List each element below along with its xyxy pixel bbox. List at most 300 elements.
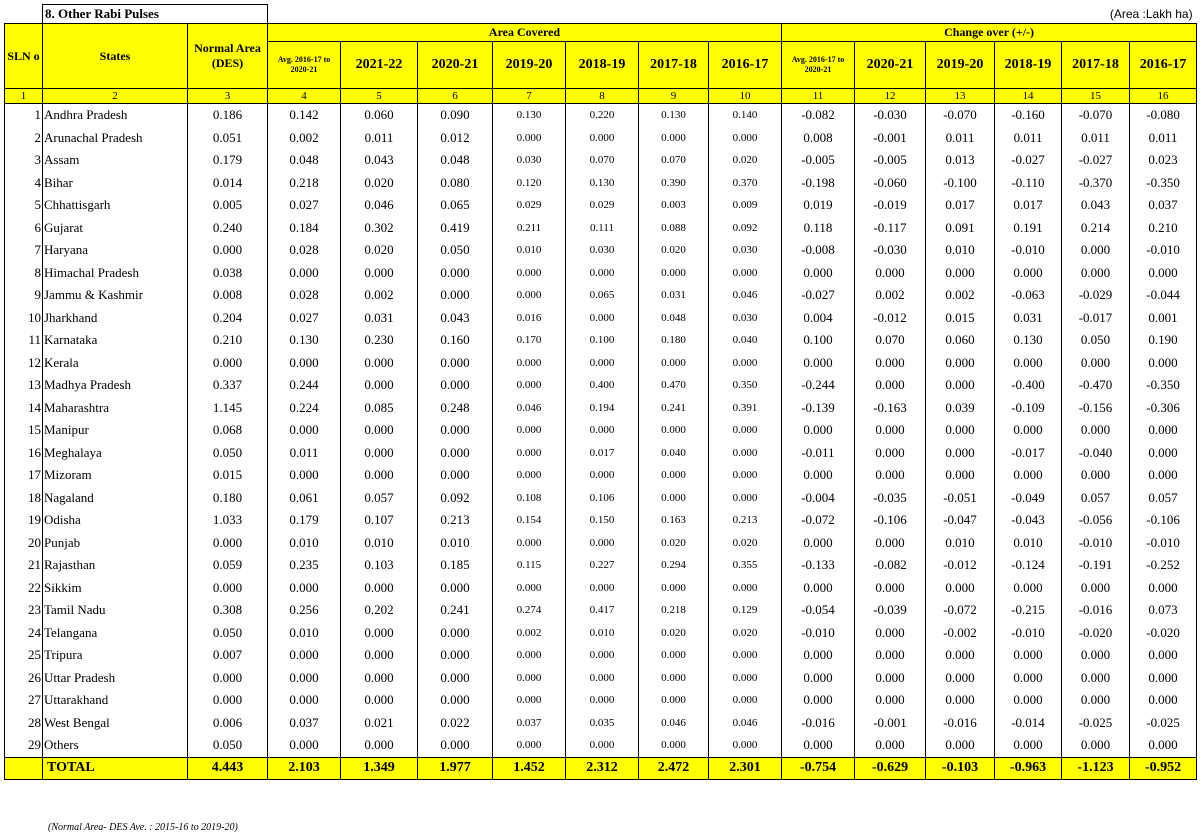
header-states: States [43,24,188,89]
row-value: 0.043 [418,307,493,330]
header-change-1: 2020-21 [855,42,926,89]
table-row [5,599,1197,622]
row-value: 0.020 [639,622,709,645]
row-value: 0.244 [268,374,341,397]
row-value: 0.000 [566,464,639,487]
row-value: 0.000 [782,734,855,757]
row-value: 0.085 [341,397,418,420]
row-value: 0.000 [1130,442,1197,465]
row-value: -0.005 [855,149,926,172]
row-sl-no: 16 [5,442,43,465]
row-value: -0.350 [1130,374,1197,397]
header-sl-no: SLN o [5,24,43,89]
row-value: 0.390 [639,172,709,195]
row-value: 0.391 [709,397,782,420]
row-value: 0.000 [268,419,341,442]
row-state: Maharashtra [43,397,188,420]
row-value: 0.048 [418,149,493,172]
row-value: 0.020 [341,239,418,262]
row-value: 0.000 [855,644,926,667]
row-value: -0.012 [926,554,995,577]
row-value: -0.010 [995,239,1062,262]
row-value: 0.050 [1062,329,1130,352]
row-value: 0.000 [268,577,341,600]
header-change-4: 2017-18 [1062,42,1130,89]
row-value: 0.218 [268,172,341,195]
header-area-0: Avg. 2016-17 to 2020-21 [268,42,341,89]
row-value: 0.190 [1130,329,1197,352]
row-value: 0.000 [855,577,926,600]
row-value: -0.109 [995,397,1062,420]
row-value: 0.020 [709,532,782,555]
row-value: 0.140 [709,104,782,127]
row-value: 0.043 [1062,194,1130,217]
row-sl-no: 10 [5,307,43,330]
table-row [5,397,1197,420]
row-value: 0.002 [268,127,341,150]
row-sl-no: 1 [5,104,43,127]
row-value: 0.017 [926,194,995,217]
row-value: -0.040 [1062,442,1130,465]
table-row [5,734,1197,757]
row-value: 0.010 [995,532,1062,555]
row-value: 0.065 [418,194,493,217]
row-value: -0.025 [1130,712,1197,735]
row-state: West Bengal [43,712,188,735]
col-index: 14 [995,89,1062,104]
row-value: 0.355 [709,554,782,577]
row-value: 0.000 [782,464,855,487]
header-change-0: Avg. 2016-17 to 2020-21 [782,42,855,89]
row-value: 0.057 [1130,487,1197,510]
row-sl-no: 9 [5,284,43,307]
row-value: 0.227 [566,554,639,577]
row-value: 0.008 [782,127,855,150]
row-value: 0.000 [1130,262,1197,285]
row-value: 0.000 [341,667,418,690]
row-sl-no: 11 [5,329,43,352]
row-value: 0.000 [418,262,493,285]
row-value: 0.000 [493,464,566,487]
row-value: 0.000 [926,352,995,375]
row-value: 0.011 [926,127,995,150]
row-value: 0.039 [926,397,995,420]
row-value: 0.470 [639,374,709,397]
rabi-pulses-table [4,4,1197,780]
row-value: 0.000 [493,352,566,375]
row-value: 0.000 [639,262,709,285]
row-value: 0.000 [926,577,995,600]
row-value: 0.111 [566,217,639,240]
row-value: 0.046 [709,284,782,307]
row-value: 0.000 [1062,644,1130,667]
row-value: 0.015 [188,464,268,487]
row-value: 0.294 [639,554,709,577]
row-value: -0.198 [782,172,855,195]
row-value: -0.010 [782,622,855,645]
row-value: 0.241 [639,397,709,420]
table-row [5,149,1197,172]
row-value: 0.000 [926,442,995,465]
row-value: 0.070 [566,149,639,172]
row-value: -0.072 [926,599,995,622]
row-value: 1.033 [188,509,268,532]
col-index: 7 [493,89,566,104]
row-value: 0.000 [926,644,995,667]
row-value: 0.000 [418,689,493,712]
row-value: -0.020 [1062,622,1130,645]
row-sl-no: 25 [5,644,43,667]
row-value: 0.037 [493,712,566,735]
row-value: 0.107 [341,509,418,532]
row-value: 0.000 [188,577,268,600]
col-index: 15 [1062,89,1130,104]
row-value: 0.000 [418,577,493,600]
row-value: 0.170 [493,329,566,352]
row-value: 0.048 [268,149,341,172]
row-value: -0.030 [855,104,926,127]
row-value: 0.000 [1062,667,1130,690]
row-value: 0.061 [268,487,341,510]
row-value: 0.180 [188,487,268,510]
table-row [5,464,1197,487]
row-value: 0.000 [268,352,341,375]
row-value: -0.016 [926,712,995,735]
row-value: -0.004 [782,487,855,510]
row-value: 0.154 [493,509,566,532]
row-value: 0.000 [782,419,855,442]
row-value: 0.002 [926,284,995,307]
row-value: 0.000 [639,644,709,667]
row-state: Assam [43,149,188,172]
row-value: 0.000 [855,262,926,285]
row-value: 0.059 [188,554,268,577]
row-value: -0.029 [1062,284,1130,307]
row-value: -0.010 [995,622,1062,645]
total-sl-cell [5,757,43,779]
row-value: -0.005 [782,149,855,172]
row-value: 0.000 [188,689,268,712]
row-sl-no: 20 [5,532,43,555]
row-value: 0.020 [709,622,782,645]
row-value: 0.230 [341,329,418,352]
row-value: 0.005 [188,194,268,217]
col-index: 2 [43,89,188,104]
row-value: 0.031 [639,284,709,307]
row-sl-no: 18 [5,487,43,510]
row-value: 0.065 [566,284,639,307]
table-row [5,374,1197,397]
row-value: 0.027 [268,194,341,217]
row-value: 0.000 [1062,419,1130,442]
row-value: 0.000 [782,644,855,667]
row-value: -0.039 [855,599,926,622]
row-value: 0.130 [268,329,341,352]
row-value: 0.011 [995,127,1062,150]
row-sl-no: 19 [5,509,43,532]
row-value: -0.110 [995,172,1062,195]
row-value: 0.030 [566,239,639,262]
row-value: 0.000 [709,644,782,667]
row-value: 0.037 [1130,194,1197,217]
row-value: 0.017 [566,442,639,465]
row-state: Tamil Nadu [43,599,188,622]
row-state: Nagaland [43,487,188,510]
row-value: -0.056 [1062,509,1130,532]
row-value: -0.049 [995,487,1062,510]
row-value: 0.118 [782,217,855,240]
row-state: Karnataka [43,329,188,352]
row-value: 0.000 [926,464,995,487]
row-value: -0.163 [855,397,926,420]
row-value: 0.194 [566,397,639,420]
row-value: 0.002 [493,622,566,645]
row-value: 0.080 [418,172,493,195]
row-state: Haryana [43,239,188,262]
row-value: 0.028 [268,284,341,307]
row-value: 0.000 [782,262,855,285]
row-value: 0.000 [1062,734,1130,757]
row-value: 0.000 [995,262,1062,285]
row-value: 0.241 [418,599,493,622]
row-sl-no: 5 [5,194,43,217]
row-value: 0.240 [188,217,268,240]
row-value: 0.000 [418,644,493,667]
row-value: 0.050 [418,239,493,262]
col-index: 6 [418,89,493,104]
total-value: 2.312 [566,757,639,779]
row-value: 0.000 [493,284,566,307]
row-value: 0.000 [1130,644,1197,667]
row-value: 0.419 [418,217,493,240]
row-value: 0.202 [341,599,418,622]
row-value: 0.180 [639,329,709,352]
row-value: 0.000 [926,734,995,757]
row-sl-no: 8 [5,262,43,285]
row-value: 0.029 [566,194,639,217]
row-value: 0.010 [493,239,566,262]
row-value: 0.020 [709,149,782,172]
row-state: Meghalaya [43,442,188,465]
row-state: Telangana [43,622,188,645]
row-value: -0.350 [1130,172,1197,195]
row-value: 0.050 [188,442,268,465]
row-value: 0.000 [268,734,341,757]
row-value: 0.000 [782,577,855,600]
row-value: 0.088 [639,217,709,240]
row-value: 0.000 [709,262,782,285]
row-value: 0.106 [566,487,639,510]
table-row [5,217,1197,240]
table-row [5,352,1197,375]
table-row [5,307,1197,330]
row-value: 0.000 [341,419,418,442]
row-state: Manipur [43,419,188,442]
row-value: -0.070 [926,104,995,127]
row-value: 0.057 [1062,487,1130,510]
row-value: 0.021 [341,712,418,735]
row-value: 0.000 [268,689,341,712]
header-area-3: 2019-20 [493,42,566,89]
row-value: 0.103 [341,554,418,577]
row-value: 0.191 [995,217,1062,240]
row-sl-no: 24 [5,622,43,645]
row-value: 0.184 [268,217,341,240]
row-value: 0.000 [188,667,268,690]
row-sl-no: 21 [5,554,43,577]
row-value: 0.179 [188,149,268,172]
row-sl-no: 14 [5,397,43,420]
row-value: 0.130 [995,329,1062,352]
row-value: -0.014 [995,712,1062,735]
row-value: 0.000 [493,667,566,690]
row-state: Kerala [43,352,188,375]
row-value: 0.000 [341,577,418,600]
row-value: 0.213 [418,509,493,532]
row-value: 0.073 [1130,599,1197,622]
row-value: 0.000 [855,532,926,555]
row-value: -0.252 [1130,554,1197,577]
row-value: 0.092 [709,217,782,240]
row-value: 0.417 [566,599,639,622]
row-value: 0.160 [418,329,493,352]
row-value: -0.063 [995,284,1062,307]
row-value: 0.057 [341,487,418,510]
total-value: -1.123 [1062,757,1130,779]
row-value: 0.000 [418,352,493,375]
row-value: -0.047 [926,509,995,532]
row-value: 0.000 [926,262,995,285]
row-value: 0.000 [995,667,1062,690]
table-row [5,239,1197,262]
row-value: 0.000 [1130,352,1197,375]
total-value: -0.629 [855,757,926,779]
row-value: -0.025 [1062,712,1130,735]
col-index: 5 [341,89,418,104]
row-value: -0.156 [1062,397,1130,420]
total-value: 1.349 [341,757,418,779]
total-value: 1.977 [418,757,493,779]
row-value: 0.000 [341,262,418,285]
row-value: 0.000 [341,464,418,487]
row-value: 0.060 [341,104,418,127]
row-value: 0.016 [493,307,566,330]
row-state: Andhra Pradesh [43,104,188,127]
row-value: -0.010 [1062,532,1130,555]
row-state: Jharkhand [43,307,188,330]
row-value: 0.000 [418,442,493,465]
row-value: 0.043 [341,149,418,172]
row-value: 0.000 [566,644,639,667]
row-value: 0.012 [418,127,493,150]
row-value: 0.002 [341,284,418,307]
table-row [5,622,1197,645]
row-value: 0.000 [188,239,268,262]
header-area-6: 2016-17 [709,42,782,89]
row-sl-no: 13 [5,374,43,397]
row-sl-no: 27 [5,689,43,712]
row-value: 0.000 [639,689,709,712]
row-value: 0.400 [566,374,639,397]
row-value: 0.011 [341,127,418,150]
row-value: 0.000 [926,667,995,690]
report-table-container [4,4,1196,833]
row-value: -0.470 [1062,374,1130,397]
row-value: 0.060 [926,329,995,352]
row-value: 0.218 [639,599,709,622]
row-value: -0.139 [782,397,855,420]
row-value: 0.011 [1062,127,1130,150]
col-index: 10 [709,89,782,104]
row-value: 0.048 [639,307,709,330]
row-value: -0.012 [855,307,926,330]
row-value: 0.000 [188,532,268,555]
row-sl-no: 12 [5,352,43,375]
row-value: -0.400 [995,374,1062,397]
row-value: 0.092 [418,487,493,510]
table-row [5,284,1197,307]
row-value: 0.000 [709,689,782,712]
col-index: 11 [782,89,855,104]
row-value: 0.000 [566,532,639,555]
row-value: 0.224 [268,397,341,420]
table-row [5,104,1197,127]
col-index: 13 [926,89,995,104]
row-value: 0.000 [1062,262,1130,285]
row-value: 0.000 [566,689,639,712]
col-index: 12 [855,89,926,104]
total-value: -0.754 [782,757,855,779]
row-value: -0.035 [855,487,926,510]
row-value: 0.000 [855,442,926,465]
row-value: 0.022 [418,712,493,735]
table-row [5,689,1197,712]
row-value: -0.082 [855,554,926,577]
row-state: Punjab [43,532,188,555]
row-state: Gujarat [43,217,188,240]
row-value: 0.000 [418,734,493,757]
row-value: -0.244 [782,374,855,397]
row-value: 0.000 [493,689,566,712]
row-value: 0.000 [493,532,566,555]
row-state: Jammu & Kashmir [43,284,188,307]
row-value: 0.350 [709,374,782,397]
header-area-4: 2018-19 [566,42,639,89]
row-value: 0.000 [855,464,926,487]
row-value: -0.019 [855,194,926,217]
row-value: 0.000 [855,374,926,397]
row-value: -0.072 [782,509,855,532]
row-value: 0.000 [855,419,926,442]
row-value: 0.000 [1062,239,1130,262]
row-sl-no: 22 [5,577,43,600]
row-state: Odisha [43,509,188,532]
row-value: 0.000 [639,352,709,375]
row-value: 0.070 [855,329,926,352]
row-value: 0.010 [926,239,995,262]
row-value: 0.185 [418,554,493,577]
row-value: 0.038 [188,262,268,285]
table-row [5,262,1197,285]
row-value: 0.337 [188,374,268,397]
row-value: 0.000 [268,262,341,285]
row-value: 0.000 [639,464,709,487]
row-value: 0.091 [926,217,995,240]
row-sl-no: 28 [5,712,43,735]
row-value: -0.054 [782,599,855,622]
row-value: 0.000 [995,352,1062,375]
row-value: 0.000 [782,352,855,375]
